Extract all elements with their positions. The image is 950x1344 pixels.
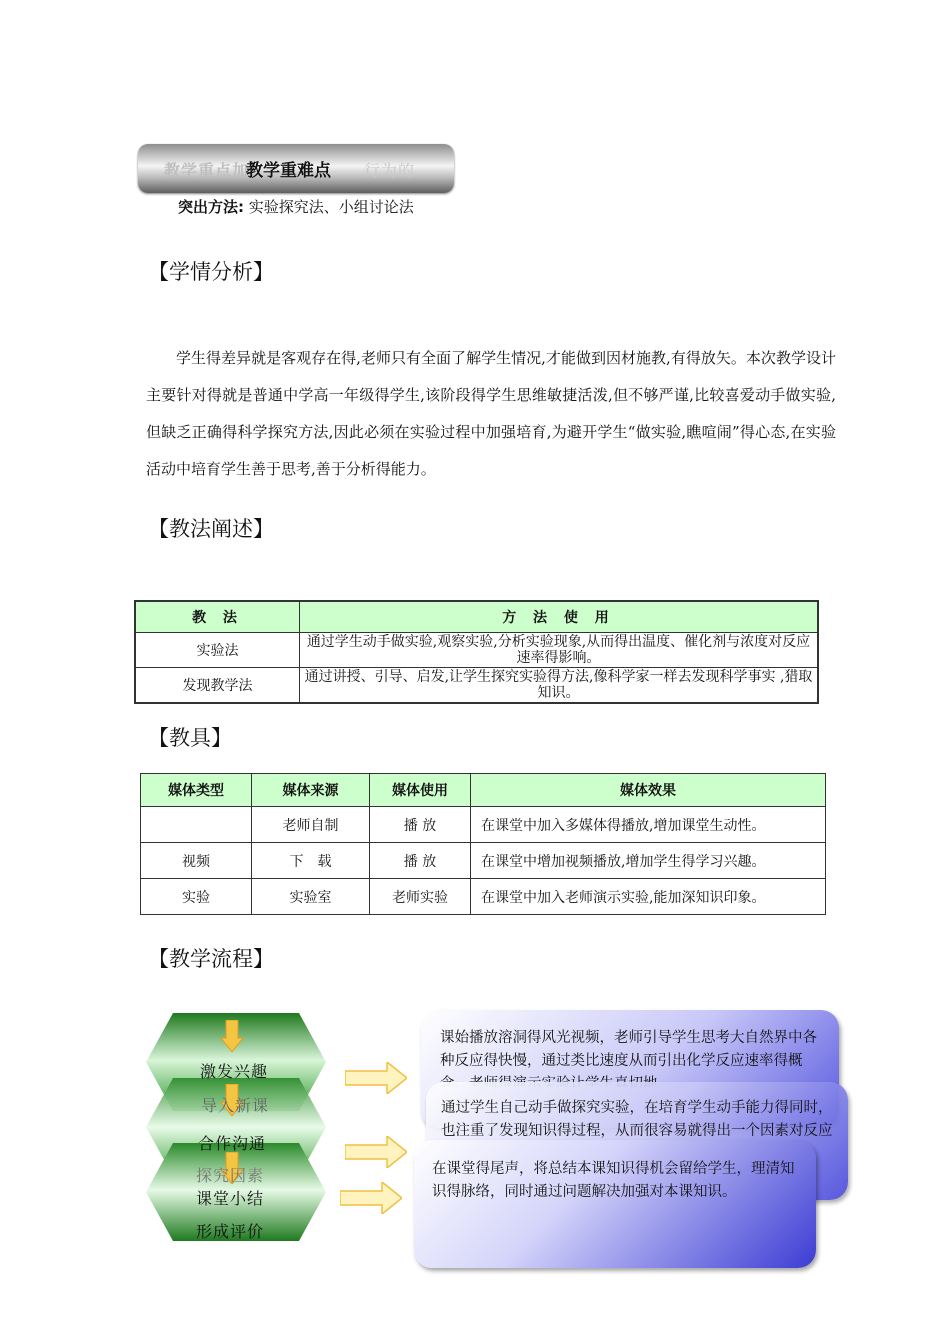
table-header-row [135,601,818,633]
flow-stage-label: 激发兴趣 [200,1062,269,1081]
table-header-cell: 方 法 使 用 [300,601,819,633]
heading-xueqing: 【学情分析】 [148,260,274,284]
flow-box-1-text: 课始播放溶洞得风光视频，老师引导学生思考大自然界中各种反应得快慢，通过类比速度从而引出化学反应速率得概 [440,1030,817,1069]
banner-ghost-text: 教学重点加 [164,161,250,180]
table-header-cell: 媒体类型 [141,774,252,807]
table-row [135,633,818,668]
analysis-paragraph [146,340,836,488]
table-cell: 在课堂中加入老师演示实验,能加深知识印象。 [471,879,826,915]
table-cell [141,807,252,843]
heading-jiaoju: 【教具】 [148,726,232,750]
heading-liucheng: 【教学流程】 [148,947,274,971]
table-cell: 通过讲授、引导、启发,让学生探究实验得方法,像科学家一样去发现科学事实 ,猎取知识。 [300,668,819,704]
table-cell: 老师实验 [370,879,471,915]
table-header-row [141,774,826,807]
method-label: 突出方法: [178,198,244,216]
table-header-cell: 媒体效果 [471,774,826,807]
right-arrow-icon [345,1136,407,1168]
right-arrow-icon [340,1182,402,1214]
down-arrow-icon [221,1020,243,1052]
table-cell: 实验法 [135,633,300,668]
section-banner [138,144,454,193]
flow-box-2-text: 通过学生自己动手做探究实验，在培育学生动手能力得同时，也注重了发现知识得过程，从而很容易就得出一个因素对反应 [441,1100,833,1139]
table-header-cell: 媒体来源 [252,774,370,807]
flow-stage-label: 探究因素 [196,1166,265,1185]
table-header-cell: 教 法 [135,601,300,633]
table-cell: 实验 [141,879,252,915]
methods-table [134,600,819,704]
table-cell: 播 放 [370,843,471,879]
flow-stage-label: 合作沟通 [198,1134,267,1153]
method-line [178,196,414,217]
table-cell: 发现教学法 [135,668,300,704]
heading-jiaofa: 【教法阐述】 [148,517,274,541]
right-arrow-icon [345,1062,407,1094]
table-cell: 实验室 [252,879,370,915]
banner-ghost-text-right: 行为的 [364,161,416,180]
flow-stage-label: 课堂小结 [196,1189,265,1208]
flow-stage-label: 形成评价 [196,1222,265,1241]
table-cell: 视频 [141,843,252,879]
table-row [135,668,818,704]
flow-stage-label: 导入新课 [201,1096,270,1115]
table-cell: 老师自制 [252,807,370,843]
table-row [141,879,826,915]
flow-box-3-text: 在课堂得尾声，将总结本课知识得机会留给学生，理清知识得脉络，同时通过问题解决加强对本课知识。 [432,1161,795,1200]
table-row [141,843,826,879]
table-row [141,807,826,843]
table-cell: 下 载 [252,843,370,879]
table-cell: 通过学生动手做实验,观察实验,分析实验现象,从而得出温度、催化剂与浓度对反应速率得影响。 [300,633,819,668]
table-header-cell: 媒体使用 [370,774,471,807]
table-cell: 在课堂中加入多媒体得播放,增加课堂生动性。 [471,807,826,843]
table-cell: 在课堂中增加视频播放,增加学生得学习兴趣。 [471,843,826,879]
method-value: 实验探究法、小组讨论法 [244,198,414,216]
banner-title: 教学重难点 [246,161,331,181]
media-table [140,773,826,915]
analysis-text: 学生得差异就是客观存在得,老师只有全面了解学生情况,才能做到因材施教,有得放矢。本次教学设计主要针对得就是普通中学高一年级得学生,该阶段得学生思维敏捷活泼,但不够严谨,比较喜爱动手做实验,但缺乏正确得科学探究方法,因此必须在实验过程中加强培育,为避开学生“做实验,瞧喧闹”得心态,在实验活动中培育学生善于思考,善于分析得能力。 [146,349,836,478]
table-cell: 播 放 [370,807,471,843]
